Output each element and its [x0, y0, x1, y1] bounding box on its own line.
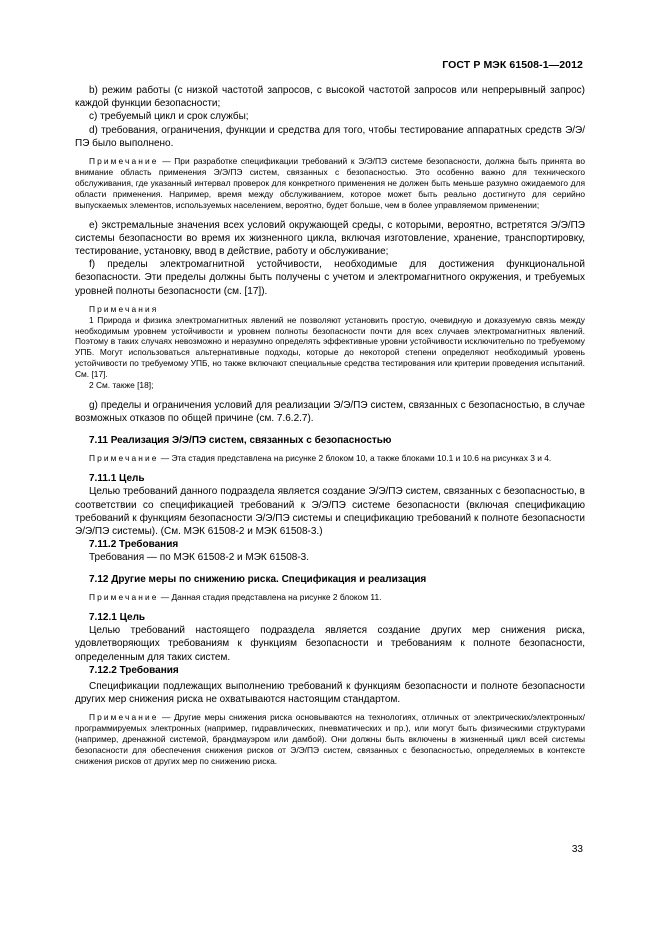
document-body — [75, 84, 585, 767]
section-heading-7-11: 7.11 Реализация Э/Э/ПЭ систем, связанных с безопасностью — [89, 435, 392, 447]
note-3: Примечание — Данная стадия представлена на рисунке 2 блоком 11. — [89, 592, 382, 603]
section-heading-7-11-2: 7.11.2 Требования — [89, 539, 179, 551]
section-heading-7-12-2: 7.12.2 Требования — [89, 664, 179, 676]
paragraph-7-11-1: Целью требований данного подраздела является создание Э/Э/ПЭ систем, связанных с безопасностью, в соответствии со спецификацией требований к Э/Э/ПЭ системе безопасности (включая спецификацию требований к функциям безопасности Э/Э/ПЭ системы и спецификацию требований к полноте безопасности Э/Э/ПЭ системы). (См. МЭК 61508-2 и МЭК 61508-3.) — [75, 486, 585, 537]
paragraph-7-12-2: Спецификации подлежащих выполнению требований к функциям безопасности и полноте безопасности других мер снижения риска не охватываются настоящим стандартом. — [75, 680, 585, 706]
note-2: Примечание — Эта стадия представлена на рисунке 2 блоком 10, а также блоками 10.1 и 10.6 на рисунках 3 и 4. — [89, 453, 552, 464]
list-item-e: e) экстремальные значения всех условий окружающей среды, с которыми, вероятно, встретятся Э/Э/ПЭ системы безопасности во время их жизненного цикла, включая изготовление, хранение, транспортировку, тестирование, установку, ввод в действие, работу и обслуживание; — [75, 219, 585, 257]
list-item-b: b) режим работы (с низкой частотой запросов, с высокой частотой запросов или непрерывный запрос) каждой функции безопасности; — [75, 85, 585, 110]
paragraph-7-12-1: Целью требований настоящего подраздела является создание других мер снижения риска, удовлетворяющих требованиям к функциям безопасности и требованиям к полноте безопасности, определенным для таких систем. — [75, 625, 585, 663]
list-item-f: f) пределы электромагнитной устойчивости, необходимые для достижения функциональной безопасности. Эти пределы должны быть получены с учетом и электромагнитного окружения, и требуемых уровней полноты безопасности (см. [17]). — [75, 259, 585, 297]
notes-label: Примечания — [89, 303, 159, 314]
paragraph-7-11-2: Требования — по МЭК 61508-2 и МЭК 61508-3. — [89, 552, 310, 564]
document-header: ГОСТ Р МЭК 61508-1—2012 — [442, 59, 583, 71]
page-number: 33 — [571, 844, 583, 855]
note-1 — [75, 156, 585, 211]
note-text: — При разработке спецификации требований к Э/Э/ПЭ системе безопасности, должна быть принята во внимание область применения Э/Э/ПЭ систем, связанных с безопасностью. Это особенно важно для технического обслуживания, где указанный интервал проверок для конкретного применения не должен быть меньше разумно ожидаемого для области применения. Например, время между обслуживанием, которое может быть реально достигнуто для серийно выпускаемых элементов, используемых населением, вероятно, будет больше, чем в более управляемом применении; — [75, 156, 585, 210]
note-4: Примечание — Другие меры снижения риска основываются на технологиях, отличных от электрических/электронных/программируемых электронных (например, гидравлических, пневматических и пр.), или могут быть физическими структурами (например, дренажной системой, брандмауэром или дамбой). Они должны быть включены в жизненный цикл всей системы безопасности для обеспечения снижения рисков от Э/Э/ПЭ систем, связанных с безопасностью, определяемых в контексте снижения рисков от других мер по снижению риска. — [75, 712, 585, 766]
list-item-d: d) требования, ограничения, функции и средства для того, чтобы тестирование аппаратных средств Э/Э/ПЭ было выполнено. — [75, 124, 585, 149]
note-item-1: 1 Природа и физика электромагнитных явлений не позволяют установить простую, очевидную и доказуемую связь между необходимым уровнем устойчивости и уровнем полноты безопасности почти для всех случаев электромагнитных явлений. Поэтому в таких случаях невозможно и неразумно определять эффективные уровни устойчивости исключительно по требуемому УПБ. Могут использоваться альтернативные подходы, которые до некоторой степени определяют необходимый уровень устойчивости по требуемому УПБ, но также включают специальные средства тестирования или критерии проведения испытаний. См. [17]. — [75, 314, 585, 380]
note-item-2: 2 См. также [18]; — [89, 380, 154, 391]
list-item-g: g) пределы и ограничения условий для реализации Э/Э/ПЭ систем, связанных с безопасностью, в случае возможных отказов по общей причине (см. 7.6.2.7). — [75, 400, 585, 425]
section-heading-7-12-1: 7.12.1 Цель — [89, 612, 146, 624]
section-heading-7-11-1: 7.11.1 Цель — [89, 473, 145, 485]
note-label: Примечание — [89, 156, 159, 167]
list-item-c: c) требуемый цикл и срок службы; — [89, 111, 249, 123]
section-heading-7-12: 7.12 Другие меры по снижению риска. Спецификация и реализация — [89, 574, 427, 586]
